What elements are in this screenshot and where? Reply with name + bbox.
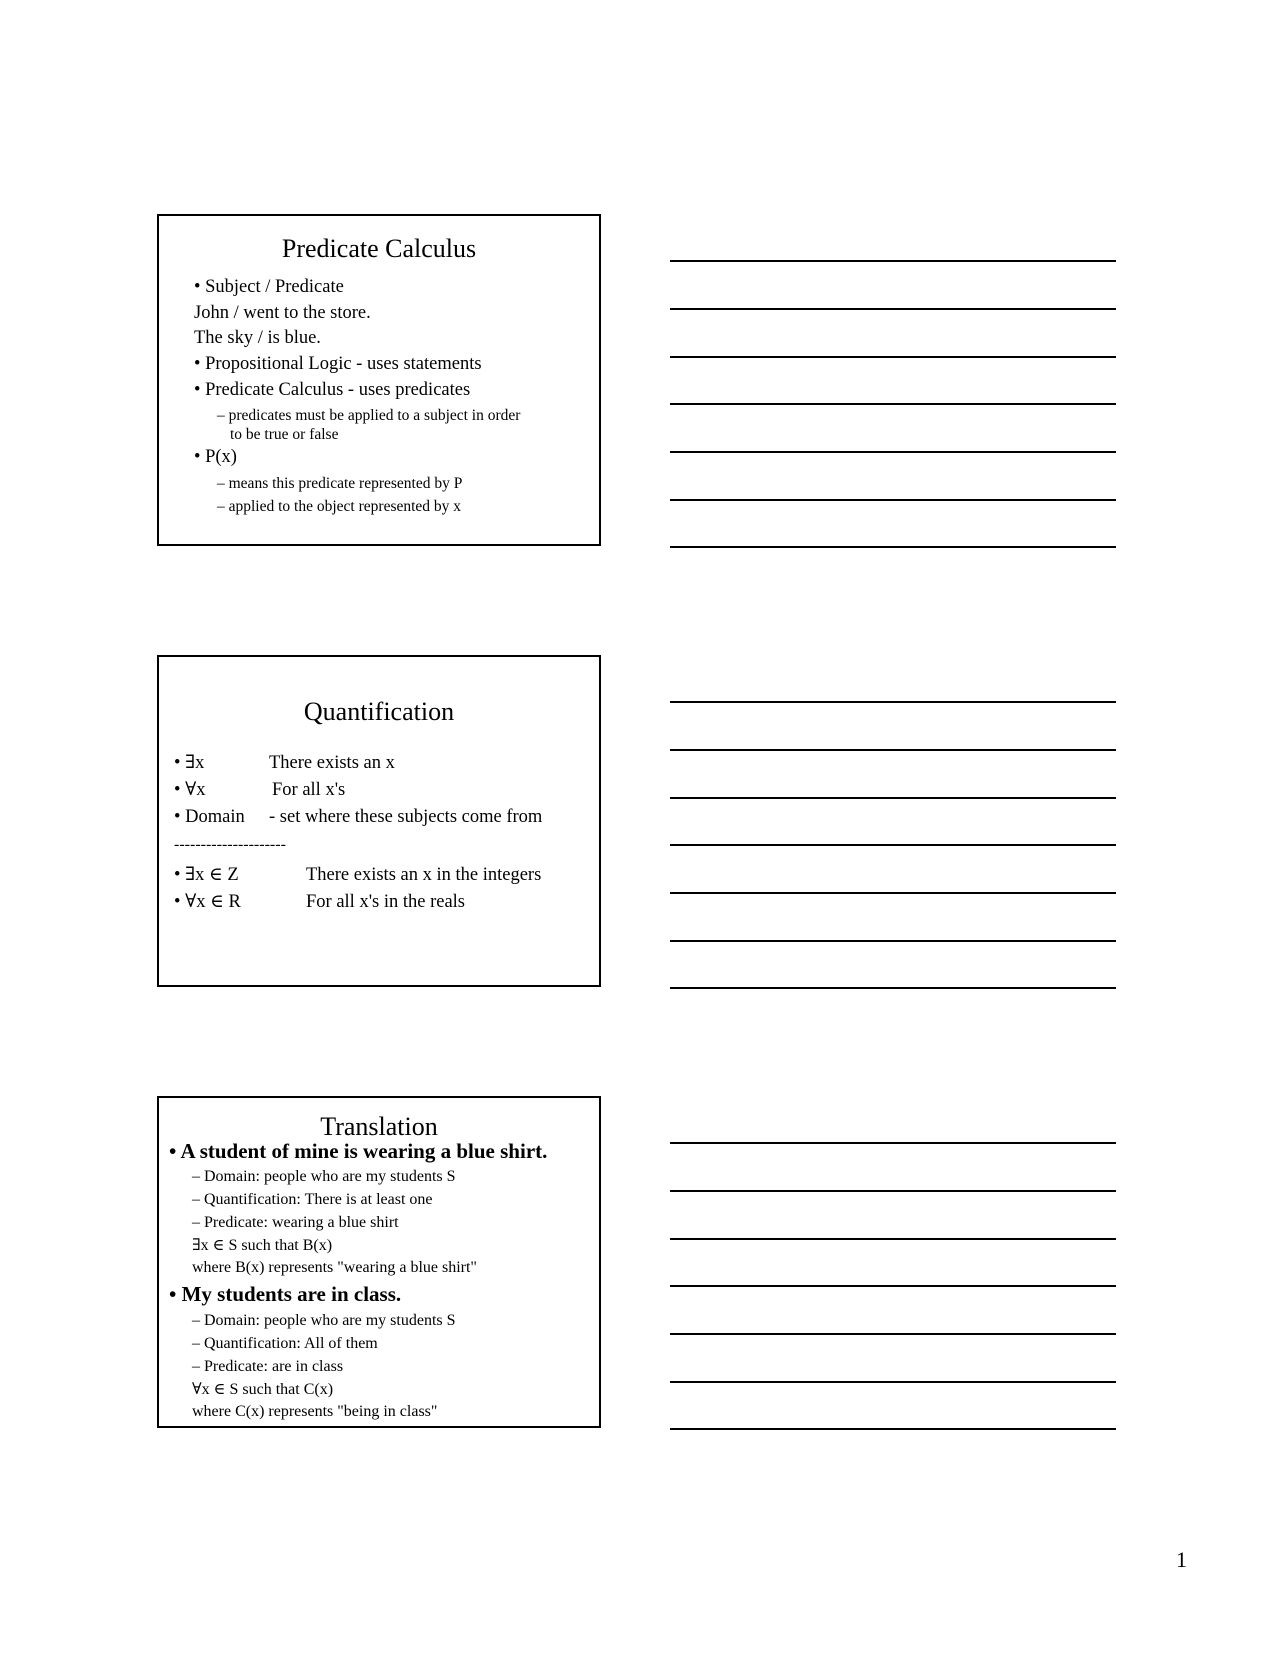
note-line	[670, 546, 1116, 548]
note-line	[670, 403, 1116, 405]
body-text: The sky / is blue.	[194, 328, 321, 348]
note-line	[670, 1190, 1116, 1192]
note-line	[670, 1333, 1116, 1335]
note-line	[670, 749, 1116, 751]
note-line	[670, 260, 1116, 262]
note-line	[670, 499, 1116, 501]
bullet-text: • P(x)	[194, 447, 237, 467]
sub-bullet-text: – Predicate: are in class	[192, 1358, 344, 1375]
body-text: John / went to the store.	[194, 303, 371, 323]
row-right: For all x's	[272, 780, 346, 800]
body-text: where C(x) represents "being in class"	[192, 1403, 438, 1420]
note-line	[670, 987, 1116, 989]
note-line	[670, 701, 1116, 703]
formula-text: ∃x ∈ S such that B(x)	[192, 1237, 333, 1254]
note-line	[670, 1238, 1116, 1240]
row-right: - set where these subjects come from	[269, 807, 543, 827]
sub-bullet-text: – applied to the object represented by x	[217, 498, 462, 515]
sub-bullet-text: – Domain: people who are my students S	[192, 1168, 456, 1185]
note-line	[670, 892, 1116, 894]
sub-bullet-text: – predicates must be applied to a subject in order	[217, 407, 521, 424]
slide-predicate-calculus	[157, 214, 601, 546]
dashed-separator: ---------------------	[174, 836, 286, 853]
note-line	[670, 308, 1116, 310]
bullet-text: • Propositional Logic - uses statements	[194, 354, 482, 374]
note-line	[670, 1142, 1116, 1144]
row-right: For all x's in the reals	[306, 892, 466, 912]
slide-quantification	[157, 655, 601, 987]
note-line	[670, 940, 1116, 942]
bullet-text: • Subject / Predicate	[194, 277, 344, 297]
sub-bullet-text: – Quantification: All of them	[192, 1335, 378, 1352]
note-line	[670, 356, 1116, 358]
sub-bullet-continuation: to be true or false	[230, 426, 339, 443]
note-line	[670, 844, 1116, 846]
row-left: • ∃x	[174, 753, 205, 773]
row-left: • ∃x ∈ Z	[174, 865, 239, 885]
formula-text: ∀x ∈ S such that C(x)	[192, 1381, 334, 1398]
note-line	[670, 1285, 1116, 1287]
note-line	[670, 1428, 1116, 1430]
sub-bullet-text: – Domain: people who are my students S	[192, 1312, 456, 1329]
row-left: • ∀x	[174, 780, 206, 800]
sub-bullet-text: – means this predicate represented by P	[217, 475, 463, 492]
slide-translation	[157, 1096, 601, 1428]
row-right: There exists an x	[269, 753, 395, 773]
body-text: where B(x) represents "wearing a blue shirt"	[192, 1259, 477, 1276]
sub-bullet-text: – Quantification: There is at least one	[192, 1191, 433, 1208]
bold-bullet-text: • My students are in class.	[169, 1282, 402, 1306]
slide-title: Translation	[320, 1112, 438, 1141]
bold-bullet-text: • A student of mine is wearing a blue shirt.	[169, 1139, 548, 1163]
row-left: • Domain	[174, 807, 245, 827]
sub-bullet-text: – Predicate: wearing a blue shirt	[192, 1214, 399, 1231]
slide-title: Quantification	[303, 697, 455, 726]
row-right: There exists an x in the integers	[306, 865, 542, 885]
note-line	[670, 1381, 1116, 1383]
slide-title: Predicate Calculus	[281, 234, 477, 263]
row-left: • ∀x ∈ R	[174, 892, 241, 912]
note-line	[670, 451, 1116, 453]
bullet-text: • Predicate Calculus - uses predicates	[194, 380, 471, 400]
note-line	[670, 797, 1116, 799]
page-number: 1	[1176, 1547, 1187, 1572]
